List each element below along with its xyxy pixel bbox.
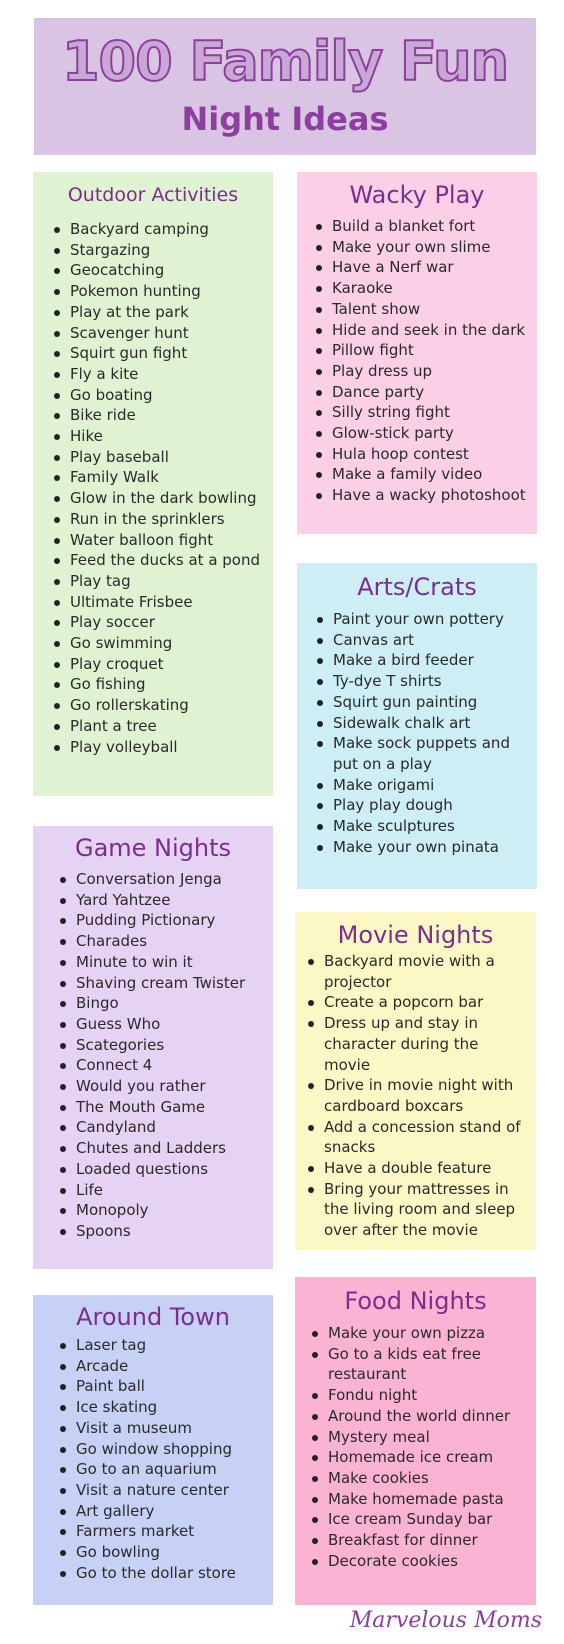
list-item: Go to the dollar store: [58, 1563, 273, 1584]
page-subtitle: Night Ideas: [181, 100, 389, 138]
list-item: Have a double feature: [306, 1158, 528, 1179]
section-food-nights: [295, 1277, 536, 1605]
list-item: Make sculptures: [315, 816, 537, 837]
section-title: Arts/Crats: [357, 573, 477, 601]
list-item: Build a blanket fort: [314, 216, 537, 237]
list-item: Pokemon hunting: [52, 281, 273, 302]
idea-list: [306, 951, 528, 1241]
list-item: Monopoly: [58, 1200, 273, 1221]
list-item: Stargazing: [52, 240, 273, 261]
section-title: Outdoor Activities: [67, 184, 239, 206]
list-item: Life: [58, 1180, 273, 1201]
list-item: Play croquet: [52, 654, 273, 675]
list-item: Go to an aquarium: [58, 1459, 273, 1480]
list-item: Bring your mattresses in the living room and sleep over after the movie: [306, 1179, 528, 1241]
list-item: Karaoke: [314, 278, 537, 299]
list-item: Pudding Pictionary: [58, 910, 273, 931]
section-outdoor-activities: [33, 172, 273, 796]
section-around-town: [33, 1295, 273, 1605]
list-item: Glow in the dark bowling: [52, 488, 273, 509]
list-item: Go to a kids eat free restaurant: [310, 1344, 528, 1385]
list-item: Bingo: [58, 993, 273, 1014]
list-item: Farmers market: [58, 1521, 273, 1542]
list-item: Play baseball: [52, 447, 273, 468]
section-title: Movie Nights: [337, 921, 494, 949]
list-item: Play volleyball: [52, 737, 273, 758]
list-item: Go bowling: [58, 1542, 273, 1563]
list-item: Paint your own pottery: [315, 609, 537, 630]
list-item: Ultimate Frisbee: [52, 592, 273, 613]
list-item: Hike: [52, 426, 273, 447]
idea-list: [52, 219, 273, 757]
list-item: Feed the ducks at a pond: [52, 550, 273, 571]
list-item: Scategories: [58, 1035, 273, 1056]
list-item: Paint ball: [58, 1376, 273, 1397]
idea-list: [58, 869, 273, 1242]
list-item: Minute to win it: [58, 952, 273, 973]
list-item: Conversation Jenga: [58, 869, 273, 890]
section-title: Wacky Play: [349, 181, 485, 209]
idea-list: [58, 1335, 273, 1583]
list-item: Plant a tree: [52, 716, 273, 737]
list-item: Candyland: [58, 1117, 273, 1138]
list-item: Silly string fight: [314, 402, 537, 423]
list-item: Play play dough: [315, 795, 537, 816]
list-item: Visit a nature center: [58, 1480, 273, 1501]
list-item: Ice cream Sunday bar: [310, 1509, 528, 1530]
section-title: Game Nights: [74, 834, 232, 862]
list-item: Hula hoop contest: [314, 444, 537, 465]
brand-signature: Marvelous Moms: [349, 1608, 542, 1633]
section-arts-crafts: [297, 563, 537, 889]
list-item: Play soccer: [52, 612, 273, 633]
section-wacky-play: [297, 172, 537, 534]
list-item: Dance party: [314, 382, 537, 403]
header-banner: [34, 18, 536, 155]
list-item: Arcade: [58, 1356, 273, 1377]
list-item: Play tag: [52, 571, 273, 592]
list-item: Yard Yahtzee: [58, 890, 273, 911]
list-item: Homemade ice cream: [310, 1447, 528, 1468]
list-item: The Mouth Game: [58, 1097, 273, 1118]
list-item: Backyard movie with a projector: [306, 951, 528, 992]
list-item: Water balloon fight: [52, 530, 273, 551]
section-title: Food Nights: [344, 1287, 487, 1315]
list-item: Go fishing: [52, 674, 273, 695]
list-item: Shaving cream Twister: [58, 973, 273, 994]
list-item: Around the world dinner: [310, 1406, 528, 1427]
list-item: Play dress up: [314, 361, 537, 382]
list-item: Hide and seek in the dark: [314, 320, 537, 341]
list-item: Dress up and stay in character during the movie: [306, 1013, 528, 1075]
list-item: Family Walk: [52, 467, 273, 488]
list-item: Make sock puppets and put on a play: [315, 733, 537, 774]
list-item: Breakfast for dinner: [310, 1530, 528, 1551]
section-movie-nights: [295, 912, 536, 1250]
list-item: Spoons: [58, 1221, 273, 1242]
list-item: Add a concession stand of snacks: [306, 1117, 528, 1158]
list-item: Talent show: [314, 299, 537, 320]
list-item: Visit a museum: [58, 1418, 273, 1439]
list-item: Glow-stick party: [314, 423, 537, 444]
list-item: Would you rather: [58, 1076, 273, 1097]
page-title: 100 Family Fun: [61, 30, 509, 93]
list-item: Charades: [58, 931, 273, 952]
list-item: Create a popcorn bar: [306, 992, 528, 1013]
list-item: Backyard camping: [52, 219, 273, 240]
list-item: Have a Nerf war: [314, 257, 537, 278]
list-item: Make a bird feeder: [315, 650, 537, 671]
list-item: Chutes and Ladders: [58, 1138, 273, 1159]
section-title: Around Town: [76, 1303, 230, 1331]
list-item: Mystery meal: [310, 1427, 528, 1448]
list-item: Make your own slime: [314, 237, 537, 258]
list-item: Squirt gun fight: [52, 343, 273, 364]
list-item: Fly a kite: [52, 364, 273, 385]
list-item: Canvas art: [315, 630, 537, 651]
list-item: Run in the sprinklers: [52, 509, 273, 530]
list-item: Make your own pizza: [310, 1323, 528, 1344]
list-item: Laser tag: [58, 1335, 273, 1356]
list-item: Go window shopping: [58, 1439, 273, 1460]
list-item: Squirt gun painting: [315, 692, 537, 713]
list-item: Go swimming: [52, 633, 273, 654]
list-item: Ice skating: [58, 1397, 273, 1418]
list-item: Make your own pinata: [315, 837, 537, 858]
list-item: Make a family video: [314, 464, 537, 485]
list-item: Have a wacky photoshoot: [314, 485, 537, 506]
list-item: Connect 4: [58, 1055, 273, 1076]
list-item: Drive in movie night with cardboard boxcars: [306, 1075, 528, 1116]
list-item: Go rollerskating: [52, 695, 273, 716]
list-item: Play at the park: [52, 302, 273, 323]
list-item: Scavenger hunt: [52, 323, 273, 344]
list-item: Make homemade pasta: [310, 1489, 528, 1510]
list-item: Pillow fight: [314, 340, 537, 361]
idea-list: [310, 1323, 528, 1571]
list-item: Make origami: [315, 775, 537, 796]
list-item: Fondu night: [310, 1385, 528, 1406]
list-item: Loaded questions: [58, 1159, 273, 1180]
list-item: Decorate cookies: [310, 1551, 528, 1572]
list-item: Bike ride: [52, 405, 273, 426]
idea-list: [314, 216, 537, 506]
list-item: Ty-dye T shirts: [315, 671, 537, 692]
section-game-nights: [33, 826, 273, 1269]
list-item: Guess Who: [58, 1014, 273, 1035]
list-item: Sidewalk chalk art: [315, 713, 537, 734]
list-item: Geocatching: [52, 260, 273, 281]
idea-list: [315, 609, 537, 857]
list-item: Art gallery: [58, 1501, 273, 1522]
list-item: Make cookies: [310, 1468, 528, 1489]
list-item: Go boating: [52, 385, 273, 406]
